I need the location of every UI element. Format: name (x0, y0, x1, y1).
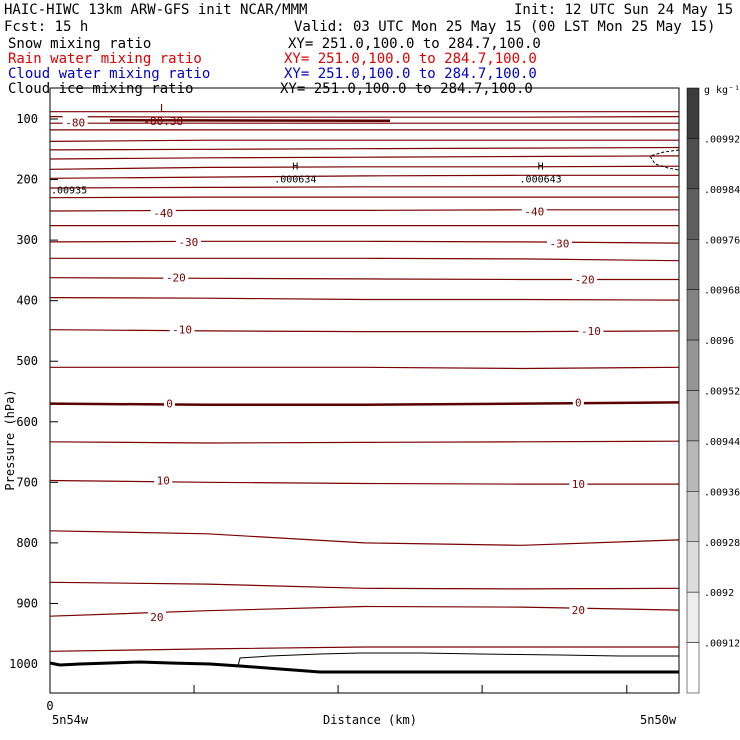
isotherm-contour (50, 258, 679, 260)
colorbar-bin (687, 391, 699, 441)
extremum-value: -80.38 (143, 115, 184, 128)
colorbar-bin (687, 643, 699, 693)
y-tick-label: 800 (16, 535, 38, 550)
contour-label: -30 (178, 235, 199, 249)
colorbar-label: .00952 (704, 386, 740, 398)
y-tick-label: 200 (16, 172, 38, 187)
isotherm-contour (50, 166, 679, 169)
field-cloudice-name: Cloud ice mixing ratio (8, 81, 194, 97)
isotherm-contour (50, 241, 679, 243)
isotherm-contour (50, 647, 679, 651)
field-snow-xy: XY= 251.0,100.0 to 284.7,100.0 (288, 36, 541, 52)
isotherm-contour (50, 175, 679, 178)
y-tick-label: 400 (16, 293, 38, 308)
isotherm-contour (50, 187, 679, 188)
plot-frame (50, 88, 679, 693)
y-tick-label: 1000 (9, 657, 38, 671)
contour-label: 20 (571, 604, 585, 618)
colorbar-bin (687, 138, 699, 188)
colorbar-bin (687, 239, 699, 289)
contour-label: -40 (153, 206, 174, 220)
high-marker: H (292, 161, 299, 173)
contour-label: 20 (150, 610, 164, 624)
cloud-ice-dashed-contour (650, 150, 679, 170)
y-tick-label: 300 (16, 233, 38, 248)
colorbar (687, 88, 740, 693)
field-cloudwater-xy: XY= 251.0,100.0 to 284.7,100.0 (284, 66, 537, 82)
header-init: Init: 12 UTC Sun 24 May 15 (514, 2, 734, 18)
x-axis-label: Distance (km) (323, 713, 417, 727)
colorbar-label: .00912 (704, 638, 740, 650)
extremum-value: .000643 (519, 174, 562, 186)
isotherm-contour (50, 367, 679, 368)
x-end-left: 5n54w (52, 713, 89, 727)
contour-lines (50, 112, 679, 652)
colorbar-bin (687, 189, 699, 239)
colorbar-label: .00968 (704, 285, 740, 297)
isotherm-contour (50, 156, 679, 159)
isotherm-contour (50, 210, 679, 211)
contour-label: 10 (156, 474, 170, 488)
colorbar-bin (687, 340, 699, 390)
x-axis (50, 685, 627, 693)
extremum-value: .000634 (274, 174, 317, 186)
contour-label: 0 (166, 397, 173, 411)
terrain-line (50, 662, 679, 672)
contour-label: -20 (574, 273, 595, 287)
isotherm-contour (50, 531, 679, 546)
colorbar-label: .0092 (704, 588, 735, 600)
contour-label: 10 (571, 478, 585, 492)
y-tick-label: 100 (16, 112, 38, 126)
contour-label: -30 (549, 237, 570, 251)
high-marker: H (537, 161, 544, 173)
y-axis-label: Pressure (hPa) (3, 389, 17, 491)
contour-labels (63, 116, 604, 624)
contour-label: -40 (524, 205, 545, 219)
colorbar-bin (687, 290, 699, 340)
field-snow-name: Snow mixing ratio (8, 36, 152, 52)
isotherm-contour (50, 298, 679, 301)
isotherm-contour (50, 402, 679, 404)
cloud-ice-contour-low (238, 653, 679, 666)
x-end-right: 5n50w (640, 713, 677, 727)
y-tick-label: 900 (16, 596, 38, 611)
colorbar-bin (687, 441, 699, 491)
colorbar-label: .0096 (704, 336, 735, 348)
colorbar-bin (687, 491, 699, 541)
contour-label: -10 (581, 324, 601, 338)
contour-label: 0 (575, 396, 582, 410)
colorbar-label: .00928 (704, 537, 740, 549)
low-marker: L (159, 102, 167, 115)
x-tick-zero: 0 (46, 699, 54, 713)
colorbar-label: .00976 (704, 235, 740, 247)
colorbar-label: .00944 (704, 436, 740, 448)
isotherm-contour (50, 148, 679, 150)
field-rain-xy: XY= 251.0,100.0 to 284.7,100.0 (284, 51, 537, 67)
header-title: HAIC-HIWC 13km ARW-GFS init NCAR/MMM (4, 2, 308, 18)
header-fcst: Fcst: 15 h (4, 19, 89, 35)
isotherm-contour (50, 197, 679, 198)
colorbar-unit: g kg⁻¹ (704, 85, 740, 96)
isotherm-contour (50, 582, 679, 589)
contour-label: -80 (65, 116, 86, 130)
y-tick-label: 600 (16, 414, 38, 429)
colorbar-label: .00984 (704, 184, 740, 196)
colorbar-bin (687, 542, 699, 592)
field-cloudwater-name: Cloud water mixing ratio (8, 66, 211, 82)
contour-label: -20 (165, 271, 186, 285)
y-tick-label: 700 (16, 475, 38, 490)
isotherm-contour (50, 140, 679, 141)
header-valid: Valid: 03 UTC Mon 25 May 15 (00 LST Mon 25 May 15) (294, 19, 716, 35)
y-tick-label: 500 (16, 354, 38, 369)
colorbar-bin (687, 592, 699, 642)
colorbar-label: .00936 (704, 487, 740, 499)
field-rain-name: Rain water mixing ratio (8, 51, 202, 67)
extremum-value: .00935 (51, 185, 88, 197)
colorbar-bin (687, 88, 699, 138)
isotherm-contour (50, 441, 679, 443)
colorbar-label: .00992 (704, 134, 740, 146)
field-cloudice-xy: XY= 251.0,100.0 to 284.7,100.0 (280, 81, 533, 97)
contour-label: -10 (172, 323, 193, 337)
